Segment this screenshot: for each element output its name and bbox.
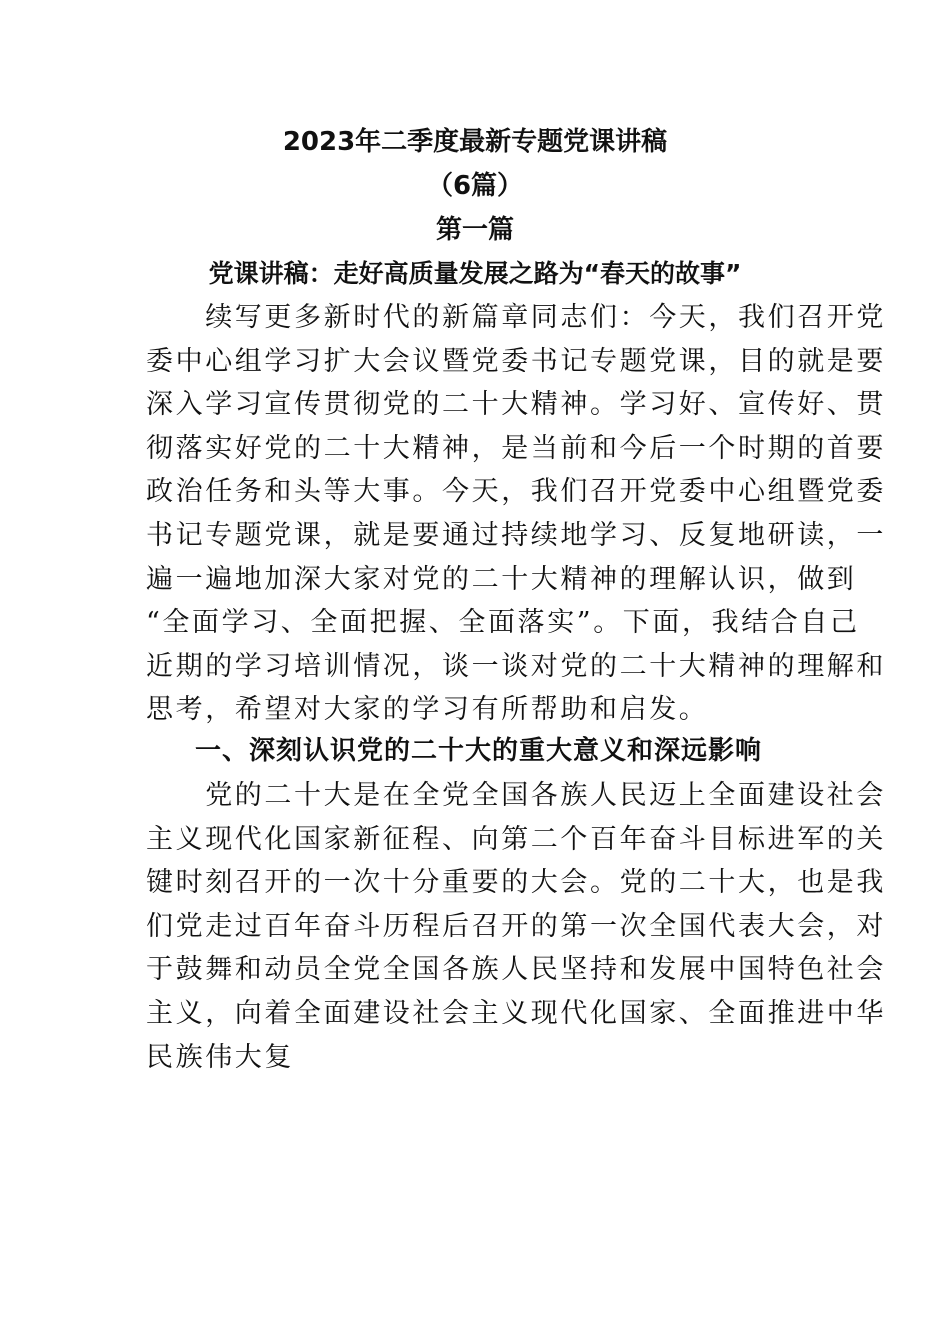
paragraph-line: 思考，希望对大家的学习有所帮助和启发。 (146, 694, 709, 726)
paragraph-line: 续写更多新时代的新篇章同志们：今天，我们召开党 (146, 302, 886, 333)
paragraph-line: 彻落实好党的二十大精神，是当前和今后一个时期的首要 (146, 432, 886, 464)
paragraph-section1 (146, 774, 886, 1079)
paragraph-line: 近期的学习培训情况，谈一谈对党的二十大精神的理解和 (146, 650, 886, 682)
paragraph-line: 委中心组学习扩大会议暨党委书记专题党课，目的就是要 (146, 345, 886, 377)
paragraph-intro (146, 296, 886, 732)
paragraph-line: 于鼓舞和动员全党全国各族人民坚持和发展中国特色社会 (146, 954, 886, 986)
document-count: （6篇） (426, 171, 524, 201)
document-title: 2023年二季度最新专题党课讲稿 (282, 127, 668, 157)
paragraph-line: 深入学习宣传贯彻党的二十大精神。学习好、宣传好、贯 (146, 389, 886, 421)
paragraph-line: 民族伟大复 (146, 1041, 294, 1073)
paragraph-line: 主义现代化国家新征程、向第二个百年奋斗目标进军的关 (146, 823, 886, 855)
paragraph-line: 们党走过百年奋斗历程后召开的第一次全国代表大会，对 (146, 910, 886, 942)
paragraph-line: 键时刻召开的一次十分重要的大会。党的二十大，也是我 (146, 867, 886, 899)
paragraph-line: “全面学习、全面把握、全面落实”。下面，我结合自己 (146, 607, 860, 639)
part-title: 第一篇 (435, 215, 514, 245)
paragraph-line: 政治任务和头等大事。今天，我们召开党委中心组暨党委 (146, 476, 886, 508)
paragraph-line: 党的二十大是在全党全国各族人民迈上全面建设社会 (146, 780, 886, 811)
paragraph-line: 书记专题党课，就是要通过持续地学习、反复地研读，一 (146, 519, 886, 551)
paragraph-line: 主义，向着全面建设社会主义现代化国家、全面推进中华 (146, 997, 886, 1029)
section-heading: 一、深刻认识党的二十大的重大意义和深远影响 (195, 736, 763, 766)
lecture-subtitle: 党课讲稿：走好高质量发展之路为“春天的故事” (208, 259, 742, 288)
paragraph-line: 遍一遍地加深大家对党的二十大精神的理解认识，做到 (146, 563, 857, 595)
